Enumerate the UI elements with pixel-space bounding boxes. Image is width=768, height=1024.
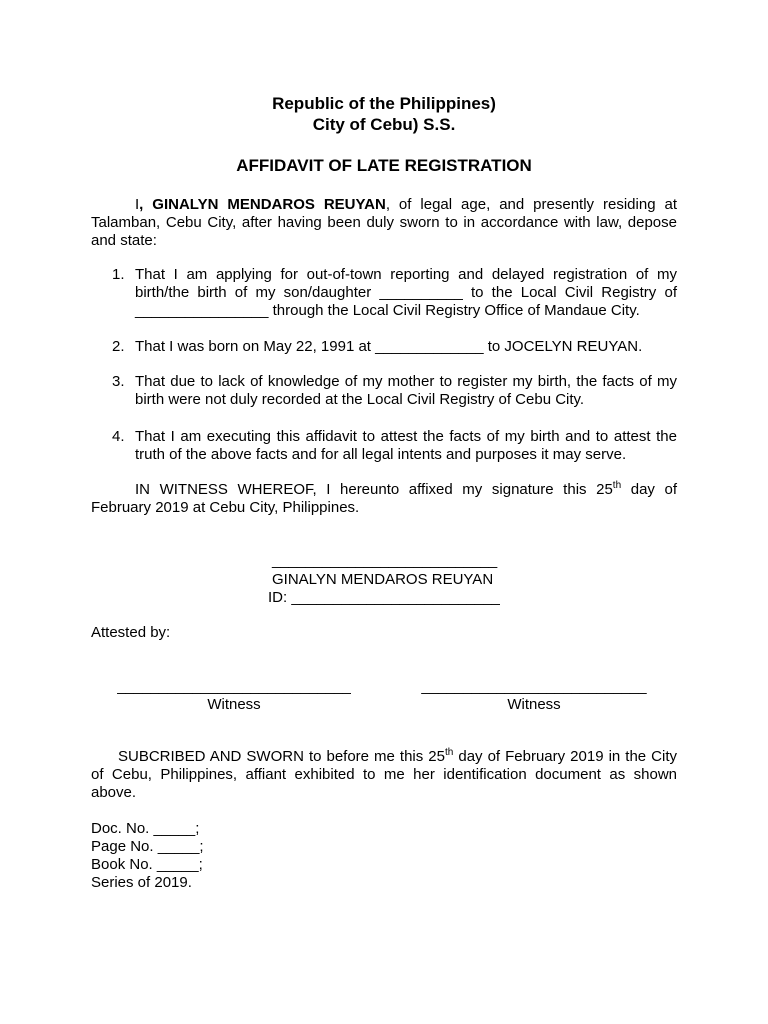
affiant-printed-name: GINALYN MENDAROS REUYAN bbox=[272, 571, 494, 588]
intro-line: Talamban, Cebu City, after having been duly sworn to in accordance with law, depose bbox=[91, 214, 677, 231]
affiant-name: , GINALYN MENDAROS REUYAN bbox=[139, 196, 386, 213]
list-item-line: ________________ through the Local Civil Registry Office of Mandaue City. bbox=[135, 302, 640, 319]
jurat-text: SUBCRIBED AND SWORN to before me this 25 bbox=[118, 748, 445, 765]
list-item-line: birth were not duly recorded at the Local Civil Registry of Cebu City. bbox=[135, 391, 585, 408]
list-item-line: That I am applying for out-of-town reporting and delayed registration of my bbox=[135, 266, 677, 283]
document-title: AFFIDAVIT OF LATE REGISTRATION bbox=[236, 156, 532, 175]
doc-number: Doc. No. _____; bbox=[91, 820, 200, 837]
jurat-paragraph bbox=[91, 748, 677, 802]
header-republic: Republic of the Philippines) bbox=[272, 94, 496, 113]
witness-signature-left bbox=[117, 678, 351, 714]
list-item-line: That due to lack of knowledge of my mother to register my birth, the facts of my bbox=[135, 373, 677, 390]
affiant-signature-line: ___________________________ bbox=[272, 552, 498, 569]
witness-clause-text: IN WITNESS WHEREOF, I hereunto affixed my signature this 25 bbox=[135, 481, 613, 498]
list-item-line: truth of the above facts and for all legal intents and purposes it may serve. bbox=[135, 446, 627, 463]
witness-clause-line: February 2019 at Cebu City, Philippines. bbox=[91, 499, 360, 516]
ordinal-suffix: th bbox=[444, 747, 454, 758]
witness-line: ____________________________ bbox=[117, 678, 351, 695]
witness-clause bbox=[91, 481, 677, 517]
jurat-line: of Cebu, Philippines, affiant exhibited to me her identification document as shown bbox=[91, 766, 677, 783]
affiant-id-line: ID: _________________________ bbox=[268, 589, 500, 606]
header-city: City of Cebu) S.S. bbox=[312, 115, 456, 134]
list-item-number: 2. bbox=[112, 338, 125, 355]
document-header bbox=[0, 93, 768, 135]
witness-clause-line bbox=[135, 481, 677, 499]
witness-clause-text: day of bbox=[621, 481, 678, 498]
list-item-line: That I was born on May 22, 1991 at _____________ to JOCELYN REUYAN. bbox=[135, 338, 643, 355]
notarial-register bbox=[91, 820, 677, 892]
witness-label: Witness bbox=[207, 696, 261, 713]
list-item bbox=[112, 428, 677, 464]
attested-by-label: Attested by: bbox=[91, 624, 171, 641]
list-item-number: 1. bbox=[112, 266, 125, 283]
ordinal-suffix: th bbox=[612, 480, 622, 491]
list-item-line: That I am executing this affidavit to attest the facts of my birth and to attest the bbox=[135, 428, 677, 445]
intro-line bbox=[135, 196, 677, 214]
intro-paragraph bbox=[91, 196, 677, 250]
intro-line: and state: bbox=[91, 232, 157, 249]
intro-pronoun: I bbox=[135, 196, 140, 213]
list-item bbox=[112, 373, 677, 409]
witness-label: Witness bbox=[507, 696, 561, 713]
page-number: Page No. _____; bbox=[91, 838, 204, 855]
list-item-number: 3. bbox=[112, 373, 125, 390]
list-item-line: birth/the birth of my son/daughter __________ to the Local Civil Registry of bbox=[135, 284, 677, 301]
jurat-line: above. bbox=[91, 784, 137, 801]
jurat-text: day of February 2019 in the City bbox=[453, 748, 677, 765]
book-number: Book No. _____; bbox=[91, 856, 203, 873]
witness-line: ___________________________ bbox=[421, 678, 647, 695]
series-year: Series of 2019. bbox=[91, 874, 192, 891]
list-item-number: 4. bbox=[112, 428, 125, 445]
witness-signature-right bbox=[421, 678, 647, 714]
list-item bbox=[112, 338, 677, 356]
list-item bbox=[112, 266, 677, 320]
intro-text: , of legal age, and presently residing at bbox=[385, 196, 678, 213]
jurat-line bbox=[118, 748, 677, 766]
